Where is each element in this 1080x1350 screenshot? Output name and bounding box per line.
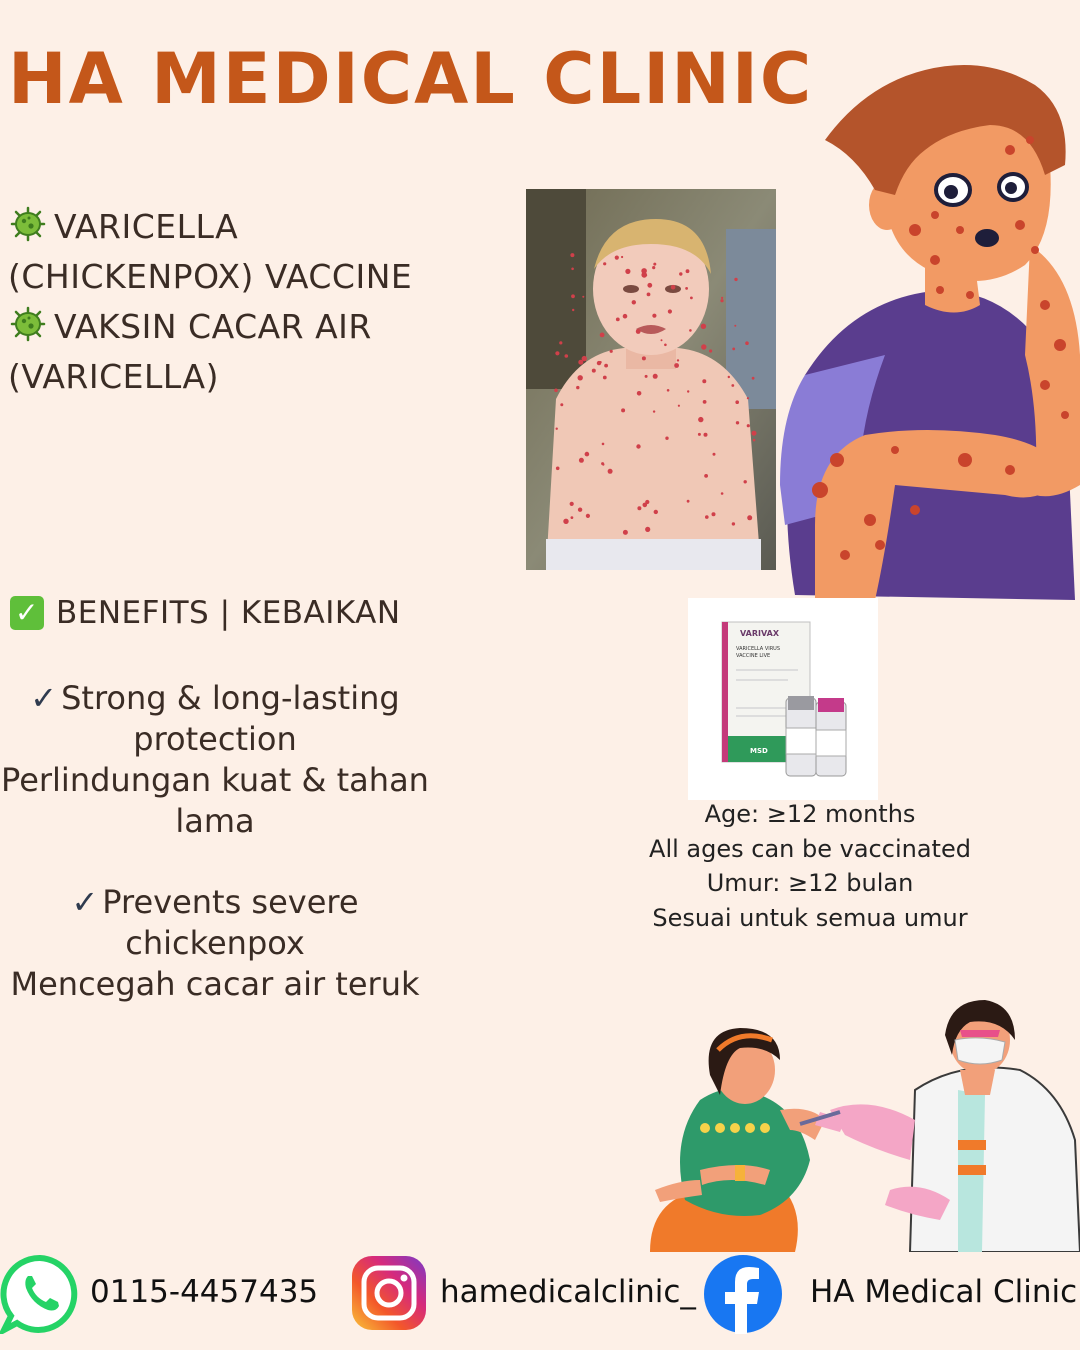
rash-spot <box>745 341 749 345</box>
rash-spot <box>603 262 606 265</box>
rash-spot <box>665 437 668 440</box>
rash-spot <box>632 300 636 304</box>
facebook-icon[interactable] <box>703 1254 783 1334</box>
benefit-2-en-line-2: chickenpox <box>125 924 305 962</box>
benefit-2-en-line-1: Prevents severe <box>102 883 359 921</box>
rash-spot <box>623 530 628 535</box>
rash-spot <box>668 309 672 313</box>
rash-spot <box>579 458 584 463</box>
check-mark-icon: ✓ <box>30 679 58 717</box>
rash-spot <box>732 522 735 525</box>
benefit-item-1 <box>0 678 430 842</box>
rash-spot <box>600 333 605 338</box>
rash-spot <box>703 400 707 404</box>
rash-spot <box>677 359 679 361</box>
child-rash-photo <box>526 189 776 570</box>
box-maker-label: MSD <box>750 747 768 755</box>
rash-spot <box>653 263 656 266</box>
whatsapp-icon[interactable] <box>0 1254 80 1334</box>
rash-spot <box>704 474 708 478</box>
rash-spot <box>744 480 747 483</box>
rash-spot <box>753 439 756 442</box>
instagram-icon[interactable] <box>350 1254 428 1332</box>
rash-spot <box>637 391 642 396</box>
rash-spot <box>578 375 583 380</box>
vaccine-line-3: VAKSIN CACAR AIR <box>54 307 372 346</box>
rash-spot <box>555 351 559 355</box>
rash-spot <box>652 266 655 269</box>
age-info-line-1: Age: ≥12 months <box>704 800 916 828</box>
rash-spot <box>747 515 752 520</box>
rash-spot <box>720 299 723 302</box>
check-mark-icon: ✓ <box>71 883 99 921</box>
rash-spot <box>721 492 724 495</box>
rash-spot <box>721 297 723 299</box>
rash-spot <box>556 428 558 430</box>
rash-spot <box>654 510 658 514</box>
age-info-line-2: All ages can be vaccinated <box>649 834 971 863</box>
rash-spot <box>571 294 575 298</box>
rash-spot <box>689 329 692 332</box>
cartoon-boy-rash-illustration <box>775 55 1080 600</box>
vaccine-line-1: VARICELLA <box>54 207 239 246</box>
age-info <box>620 797 1000 935</box>
rash-spot <box>636 444 640 448</box>
vaccine-name-ms <box>8 302 412 352</box>
rash-spot <box>671 285 676 290</box>
age-info-line-4: Sesuai untuk semua umur <box>652 903 968 932</box>
rash-spot <box>661 339 663 341</box>
rash-spot <box>582 356 587 361</box>
page-title: HA MEDICAL CLINIC <box>8 38 814 120</box>
rash-spot <box>570 502 574 506</box>
rash-spot <box>623 314 628 319</box>
rash-spot <box>571 268 574 271</box>
rash-spot <box>643 503 648 508</box>
rash-spot <box>728 376 730 378</box>
rash-spot <box>592 369 596 373</box>
rash-spot <box>610 350 613 353</box>
rash-spot <box>647 293 651 297</box>
rash-spot <box>585 452 590 457</box>
benefit-2-ms-line-1: Mencegah cacar air teruk <box>10 965 420 1003</box>
rash-spot <box>713 453 716 456</box>
rash-spot <box>645 527 650 532</box>
rash-spot <box>616 318 620 322</box>
rash-spot <box>636 329 641 334</box>
rash-spot <box>685 287 688 290</box>
rash-spot <box>582 296 584 298</box>
box-brand-label: VARIVAX <box>740 629 779 638</box>
rash-spot <box>734 278 737 281</box>
rash-spot <box>705 515 709 519</box>
rash-spot <box>734 325 736 327</box>
vaccine-line-4: (VARICELLA) <box>8 357 219 396</box>
rash-spot <box>679 272 682 275</box>
vaccine-name-block <box>8 202 412 402</box>
benefit-item-2 <box>0 882 430 1005</box>
benefit-1-ms-line-1: Perlindungan kuat & tahan <box>1 761 429 799</box>
rash-spot <box>645 375 648 378</box>
rash-spot <box>615 256 619 260</box>
rash-spot <box>642 356 646 360</box>
facebook-page-name[interactable]: HA Medical Clinic <box>810 1274 1078 1310</box>
rash-spot <box>563 519 568 524</box>
rash-spot <box>698 433 701 436</box>
rash-spot <box>625 269 630 274</box>
age-info-line-3: Umur: ≥12 bulan <box>706 869 914 897</box>
germ-icon <box>8 204 48 244</box>
rash-spot <box>653 374 658 379</box>
rash-spot <box>571 516 574 519</box>
benefits-heading-text: BENEFITS | KEBAIKAN <box>56 595 401 631</box>
instagram-handle[interactable]: hamedicalclinic_ <box>440 1274 696 1310</box>
rash-spot <box>752 431 757 436</box>
rash-spot <box>735 400 739 404</box>
rash-spot <box>621 256 623 258</box>
box-line-1: VARICELLA VIRUS <box>736 646 781 652</box>
rash-spot <box>608 469 613 474</box>
rash-spot <box>572 309 574 311</box>
rash-spot <box>667 389 670 392</box>
rash-spot <box>602 443 605 446</box>
rash-spot <box>701 324 706 329</box>
rash-spot <box>565 354 569 358</box>
benefits-heading <box>10 595 401 631</box>
rash-spot <box>600 361 602 363</box>
vaccination-illustration <box>640 1000 1080 1252</box>
check-box-icon: ✓ <box>10 596 44 630</box>
rash-spot <box>559 341 562 344</box>
rash-spot <box>690 297 693 300</box>
rash-spot <box>653 410 655 412</box>
germ-icon <box>8 304 48 344</box>
rash-spot <box>641 268 647 274</box>
rash-spot <box>578 508 582 512</box>
rash-spot <box>731 384 734 387</box>
rash-spot <box>554 389 558 393</box>
rash-spot <box>570 253 574 257</box>
rash-spot <box>604 364 608 368</box>
rash-spot <box>687 390 689 392</box>
rash-spot <box>736 421 739 424</box>
rash-spot <box>674 363 679 368</box>
box-line-2: VACCINE LIVE <box>736 653 771 659</box>
benefit-1-en-line-1: Strong & long-lasting <box>61 679 400 717</box>
rash-spot <box>637 506 641 510</box>
rash-spot <box>747 397 749 399</box>
rash-spot <box>709 349 712 352</box>
rash-spot <box>652 314 656 318</box>
rash-spot <box>576 386 579 389</box>
rash-spot <box>664 344 667 347</box>
rash-spot <box>586 514 590 518</box>
rash-spot <box>686 269 690 273</box>
rash-spot <box>752 377 755 380</box>
rash-spot <box>701 344 706 349</box>
rash-spot <box>698 417 703 422</box>
rash-spot <box>556 467 560 471</box>
rash-spot <box>702 379 706 383</box>
rash-spot <box>687 500 690 503</box>
rash-spot <box>621 408 625 412</box>
rash-spot <box>678 405 680 407</box>
varivax-product-image <box>688 598 878 800</box>
rash-spot <box>560 403 563 406</box>
rash-spot <box>601 462 604 465</box>
rash-spot <box>704 433 708 437</box>
benefit-1-en-line-2: protection <box>133 720 297 758</box>
whatsapp-number[interactable]: 0115-4457435 <box>90 1274 319 1310</box>
rash-spot <box>747 424 750 427</box>
rash-spot <box>712 512 716 516</box>
benefit-1-ms-line-2: lama <box>175 802 255 840</box>
vaccine-line-2: (CHICKENPOX) VACCINE <box>8 257 413 296</box>
vaccine-name-en <box>8 202 412 252</box>
rash-spot <box>732 348 735 351</box>
rash-spot <box>603 376 607 380</box>
rash-spot <box>647 283 652 288</box>
